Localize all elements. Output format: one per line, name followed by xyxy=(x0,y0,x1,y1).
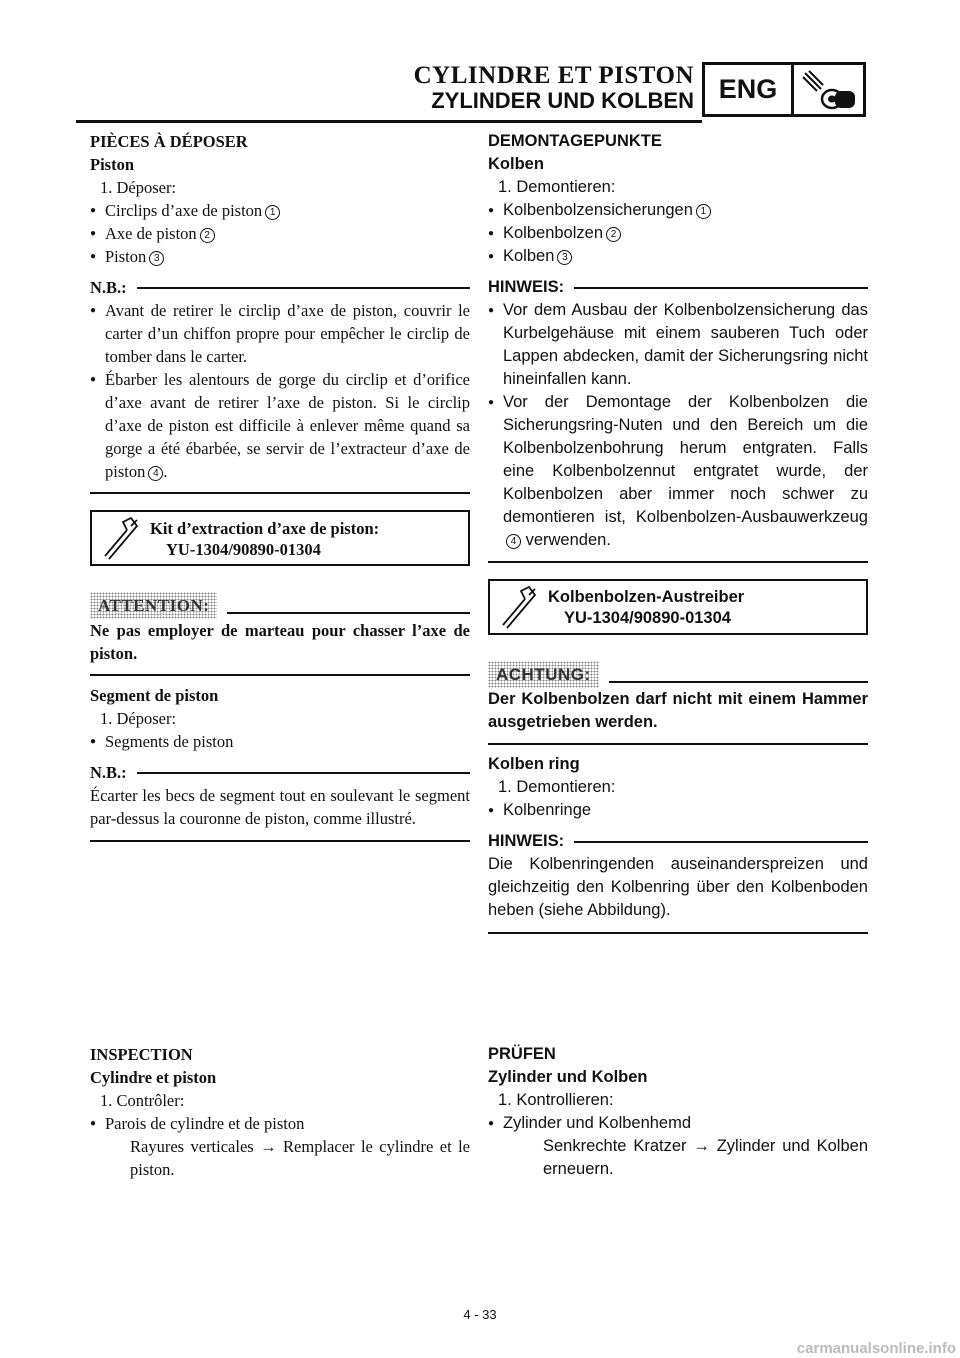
section-badge xyxy=(702,62,866,117)
watermark: carmanualsonline.info xyxy=(796,1340,956,1357)
detail-text: Senkrechte Kratzer → Zylinder und Kolben erneuern. xyxy=(543,1137,868,1178)
note-end-rule xyxy=(488,561,868,563)
caution-label: ATTENTION: xyxy=(90,592,217,619)
list-item: ● Kolbenbolzen 2 xyxy=(488,222,868,245)
fr-section-title: PIÈCES À DÉPOSER xyxy=(90,132,248,151)
tool-code: YU-1304/90890-01304 xyxy=(564,609,731,627)
caution-header xyxy=(488,661,868,688)
tools-icon xyxy=(794,65,863,114)
de-subsection-ring: Kolben ring xyxy=(488,755,580,773)
fr-step: 1. Déposer: xyxy=(100,178,177,197)
french-inspection xyxy=(90,1043,470,1181)
caution-text: Ne pas employer de marteau pour chasser l’axe de piston. xyxy=(90,621,470,663)
wrench-icon xyxy=(92,512,150,564)
de-section-title: DEMONTAGEPUNKTE xyxy=(488,132,662,150)
de-step: 1. Demontieren: xyxy=(498,778,616,796)
caution-end-rule xyxy=(90,674,470,676)
fr-subsection-ring: Segment de piston xyxy=(90,686,219,705)
special-tool-box xyxy=(90,510,470,566)
note-end-rule xyxy=(90,840,470,842)
fr-subsection-piston: Piston xyxy=(90,155,135,174)
page-number: 4 - 33 xyxy=(463,1307,497,1322)
eng-badge-label: ENG xyxy=(705,65,794,114)
page-title-de: ZYLINDER UND KOLBEN xyxy=(431,88,694,113)
list-item: ● Segments de piston xyxy=(90,730,470,753)
list-item: ● Parois de cylindre et de piston xyxy=(90,1112,470,1135)
list-item: ● Axe de piston 2 xyxy=(90,222,470,245)
german-inspection xyxy=(488,1043,868,1181)
fr-subsection: Cylindre et piston xyxy=(90,1068,217,1087)
note-end-rule xyxy=(90,492,470,494)
de-step: 1. Demontieren: xyxy=(498,178,616,196)
page-title-fr: CYLINDRE ET PISTON xyxy=(413,62,694,89)
note-item: ● Vor der Demontage der Kolbenbolzen die Sicherungsring-Nuten und den Bereich um die Kolbenbolzenbohrung herum entgraten. Falls eine Kolbenbolzennut entgratet wurde, der Kolbenbolzen aber immer noch schwer zu demontieren ist, Kolbenbolzen-Ausbauwerkzeug4 verwenden. xyxy=(488,391,868,552)
tool-name: Kolbenbolzen-Austreiber xyxy=(548,588,745,606)
note-text: Die Kolbenringenden auseinanderspreizen und gleichzeitig den Kolbenring über den Kolbenboden heben (siehe Abbildung). xyxy=(488,855,868,919)
caution-text: Der Kolbenbolzen darf nicht mit einem Hammer ausgetrieben werden. xyxy=(488,690,868,731)
de-subsection-kolben: Kolben xyxy=(488,155,544,173)
tool-code: YU-1304/90890-01304 xyxy=(166,540,321,559)
caution-header xyxy=(90,592,470,619)
de-section-title: PRÜFEN xyxy=(488,1045,556,1063)
note-header: HINWEIS: xyxy=(488,276,868,299)
fr-step: 1. Déposer: xyxy=(100,709,177,728)
note-header: N.B.: xyxy=(90,761,470,784)
list-item: ● Circlips d’axe de piston 1 xyxy=(90,199,470,222)
special-tool-box xyxy=(488,579,868,635)
tool-name: Kit d’extraction d’axe de piston: xyxy=(150,519,380,538)
list-item: ● Kolbenbolzensicherungen 1 xyxy=(488,199,868,222)
list-item: ● Piston 3 xyxy=(90,245,470,268)
note-header: HINWEIS: xyxy=(488,830,868,853)
german-column xyxy=(488,130,868,934)
caution-end-rule xyxy=(488,743,868,745)
caution-label: ACHTUNG: xyxy=(488,661,599,688)
fr-section-title: INSPECTION xyxy=(90,1045,193,1064)
french-column xyxy=(90,130,470,842)
list-item: ● Zylinder und Kolbenhemd xyxy=(488,1112,868,1135)
de-subsection: Zylinder und Kolben xyxy=(488,1068,648,1086)
header-rule xyxy=(76,120,702,123)
note-end-rule xyxy=(488,932,868,934)
list-item: ● Kolbenringe xyxy=(488,799,868,822)
wrench-icon xyxy=(490,581,548,633)
note-item: ● Avant de retirer le circlip d’axe de piston, couvrir le carter d’un chiffon propre pour empêcher le circlip de tomber dans le carter. xyxy=(90,299,470,368)
list-item: ● Kolben 3 xyxy=(488,245,868,268)
de-step: 1. Kontrollieren: xyxy=(498,1091,614,1109)
note-item: ● Ébarber les alentours de gorge du circlip et d’orifice d’axe avant de retirer l’axe de piston. Si le circlip d’axe de piston est difficile à enlever même quand sa gorge a été ébarbée, se servir de l’extracteur d’axe de piston 4 . xyxy=(90,368,470,483)
fr-step: 1. Contrôler: xyxy=(100,1091,185,1110)
detail-text: Rayures verticales → Remplacer le cylindre et le piston. xyxy=(130,1137,470,1179)
note-header: N.B.: xyxy=(90,276,470,299)
note-item: ● Vor dem Ausbau der Kolbenbolzensicherung das Kurbelgehäuse mit einem sauberen Tuch oder Lappen abdecken, damit der Sicherungsring nicht hineinfallen kann. xyxy=(488,299,868,391)
note-text: Écarter les becs de segment tout en soulevant le segment par-dessus la couronne de piston, comme illustré. xyxy=(90,786,470,828)
